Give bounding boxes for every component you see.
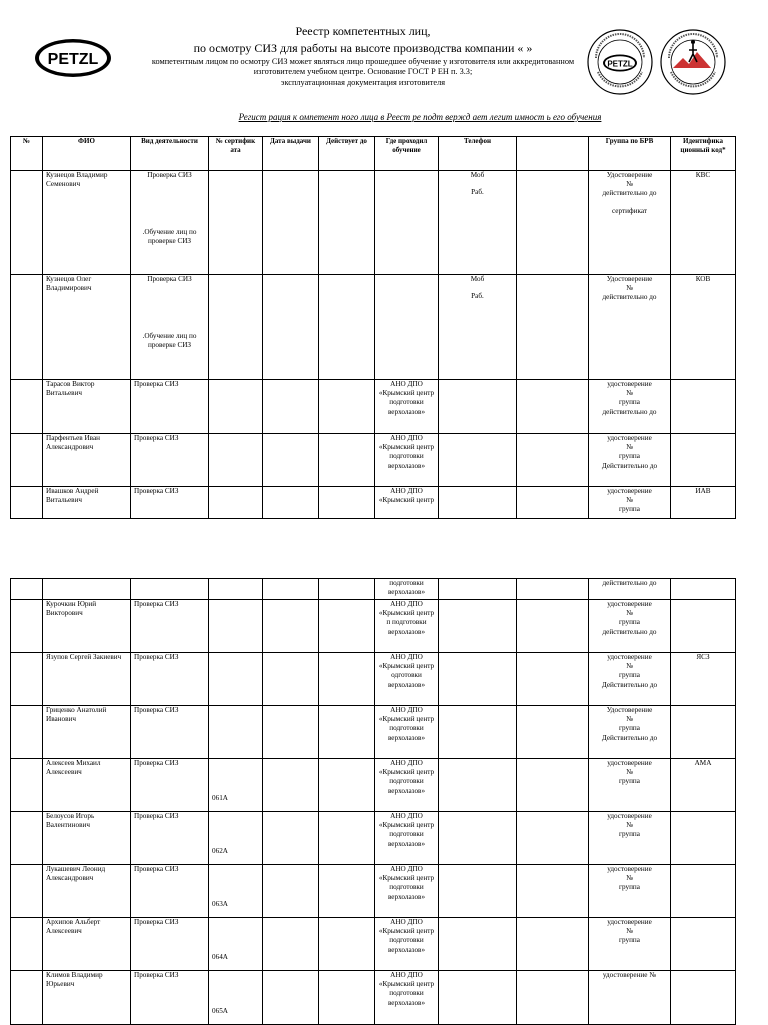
activity-cell: Проверка СИЗ	[131, 865, 209, 918]
id-code	[671, 380, 736, 434]
brv-group-cell: удостоверение № группа	[589, 812, 671, 865]
id-code	[671, 918, 736, 971]
document-header	[140, 24, 586, 88]
person-name: Белоусов Игорь Валентинович	[43, 812, 131, 865]
table-row	[11, 434, 736, 487]
certificate-number: 063А	[209, 865, 263, 918]
col-header: Идентифика ционный код*	[671, 137, 736, 171]
brv-group-cell: удостоверение № группа действительно до	[589, 600, 671, 653]
table-row	[11, 171, 736, 275]
brv-group-cell: Удостоверение № группа Действительно до	[589, 706, 671, 759]
activity-cell: Проверка СИЗ	[131, 971, 209, 1025]
table-row	[11, 653, 736, 706]
phone-cell: Моб Раб.	[439, 171, 517, 275]
activity-cell: Проверка СИЗ	[131, 812, 209, 865]
activity-cell: Проверка СИЗ	[131, 434, 209, 487]
activity-cell: Проверка СИЗ	[131, 759, 209, 812]
certificate-number: 064А	[209, 918, 263, 971]
activity-cell: Проверка СИЗ .Обучение лиц по проверке СИЗ	[131, 275, 209, 380]
certificate-number: 062А	[209, 812, 263, 865]
activity-cell: Проверка СИЗ	[131, 706, 209, 759]
table-row	[11, 865, 736, 918]
title-line-4: эксплуатационная документация изготовителя	[280, 78, 446, 87]
col-header: № сертифик ата	[209, 137, 263, 171]
id-code: ИАВ	[671, 487, 736, 519]
brv-group-cell: удостоверение № группа	[589, 759, 671, 812]
person-name: Курочкин Юрий Викторович	[43, 600, 131, 653]
activity-cell: Проверка СИЗ	[131, 380, 209, 434]
person-name: Парфентьев Иван Александрович	[43, 434, 131, 487]
col-header: ФИО	[43, 137, 131, 171]
brv-group-cell: удостоверение № группа Действительно до	[589, 434, 671, 487]
person-name: Климов Владимир Юрьевич	[43, 971, 131, 1025]
brv-group-cell: Удостоверение № действительно до сертификат	[589, 171, 671, 275]
table-row	[11, 918, 736, 971]
table-row	[11, 600, 736, 653]
training-place: АНО ДПО «Крымский центр подготовки верхолазов»	[375, 865, 439, 918]
table-row-continuation	[11, 579, 736, 600]
phone-cell: Моб Раб.	[439, 275, 517, 380]
id-code: АМА	[671, 759, 736, 812]
id-code	[671, 706, 736, 759]
activity-cell: Проверка СИЗ	[131, 653, 209, 706]
petzl-institute-seal	[586, 28, 654, 96]
training-place: АНО ДПО «Крымский центр подготовки верхолазов»	[375, 706, 439, 759]
training-place: подготовки верхолазов»	[375, 579, 439, 600]
petzl-logo	[34, 38, 112, 78]
activity-cell: Проверка СИЗ	[131, 487, 209, 519]
id-code	[671, 434, 736, 487]
table-row	[11, 380, 736, 434]
id-code: КОВ	[671, 275, 736, 380]
activity-cell: Проверка СИЗ	[131, 600, 209, 653]
col-header: Телефон	[439, 137, 517, 171]
person-name: Гриценко Анатолий Иванович	[43, 706, 131, 759]
brv-group-cell: удостоверение №	[589, 971, 671, 1025]
id-code	[671, 971, 736, 1025]
col-header	[517, 137, 589, 171]
brv-group-cell: Удостоверение № действительно до	[589, 275, 671, 380]
activity-cell: Проверка СИЗ	[131, 918, 209, 971]
brv-group-cell: действительно до	[589, 579, 671, 600]
table-row	[11, 487, 736, 519]
col-header: Группа по БРВ	[589, 137, 671, 171]
col-header: №	[11, 137, 43, 171]
training-place: АНО ДПО «Крымский центр п подготовки верхолазов»	[375, 600, 439, 653]
person-name: Язупов Сергей Закиевич	[43, 653, 131, 706]
brv-group-cell: удостоверение № группа действительно до	[589, 380, 671, 434]
training-place: АНО ДПО «Крымский центр подготовки верхолазов»	[375, 759, 439, 812]
activity-cell: Проверка СИЗ .Обучение лиц по проверке СИЗ	[131, 171, 209, 275]
crimean-center-seal	[659, 28, 727, 96]
col-header: Дата выдачи	[263, 137, 319, 171]
id-code: КВС	[671, 171, 736, 275]
id-code	[671, 600, 736, 653]
title-line-1: Реестр компетентных лиц,	[295, 24, 431, 38]
person-name: Кузнецов Олег Владимирович	[43, 275, 131, 380]
certificate-number: 065А	[209, 971, 263, 1025]
training-place: АНО ДПО «Крымский центр подготовки верхолазов»	[375, 380, 439, 434]
table-row	[11, 812, 736, 865]
brv-group-cell: удостоверение № группа	[589, 487, 671, 519]
training-place: АНО ДПО «Крымский центр подготовки верхолазов»	[375, 971, 439, 1025]
col-header: Где проходил обучение	[375, 137, 439, 171]
person-name: Алексеев Михаил Алексеевич	[43, 759, 131, 812]
person-name: Ивашков Андрей Витальевич	[43, 487, 131, 519]
brv-group-cell: удостоверение № группа Действительно до	[589, 653, 671, 706]
person-name: Архипов Альберт Алексеевич	[43, 918, 131, 971]
training-place: АНО ДПО «Крымский центр подготовки верхолазов»	[375, 812, 439, 865]
table-row	[11, 275, 736, 380]
col-header: Вид деятельности	[131, 137, 209, 171]
id-code: ЯСЗ	[671, 653, 736, 706]
brv-group-cell: удостоверение № группа	[589, 865, 671, 918]
person-name: Тарасов Виктор Витальевич	[43, 380, 131, 434]
id-code	[671, 812, 736, 865]
table-row	[11, 759, 736, 812]
training-place: АНО ДПО «Крымский центр подготовки верхолазов»	[375, 434, 439, 487]
id-code	[671, 865, 736, 918]
svg-text:PETZL: PETZL	[607, 59, 633, 69]
training-place: АНО ДПО «Крымский центр	[375, 487, 439, 519]
title-line-3: компетентным лицом по осмотру СИЗ может являться лицо прошедшее обучение у изготовителя или аккредитованном изготовителем учебном центре. Основание ГОСТ Р ЕН п. 3.3;	[151, 57, 575, 76]
certificate-number: 061А	[209, 759, 263, 812]
table-row	[11, 971, 736, 1025]
col-header: Действует до	[319, 137, 375, 171]
title-line-2: по осмотру СИЗ для работы на высоте производства компании « »	[193, 41, 533, 55]
training-place: АНО ДПО «Крымский центр одготовки верхолазов»	[375, 653, 439, 706]
training-place: АНО ДПО «Крымский центр подготовки верхолазов»	[375, 918, 439, 971]
table-row	[11, 706, 736, 759]
person-name: Кузнецов Владимир Семенович	[43, 171, 131, 275]
person-name: Лукашевич Леонид Александрович	[43, 865, 131, 918]
brv-group-cell: удостоверение № группа	[589, 918, 671, 971]
registration-note: Регист рация к омпетент ного лица в Реест ре подт вержд ает легит имност ь его обучения	[238, 112, 602, 122]
registry-table-page-1	[10, 136, 736, 519]
petzl-logo-text: PETZL	[47, 51, 99, 68]
table-header-row	[11, 137, 736, 171]
registry-table-page-2	[10, 578, 736, 1025]
